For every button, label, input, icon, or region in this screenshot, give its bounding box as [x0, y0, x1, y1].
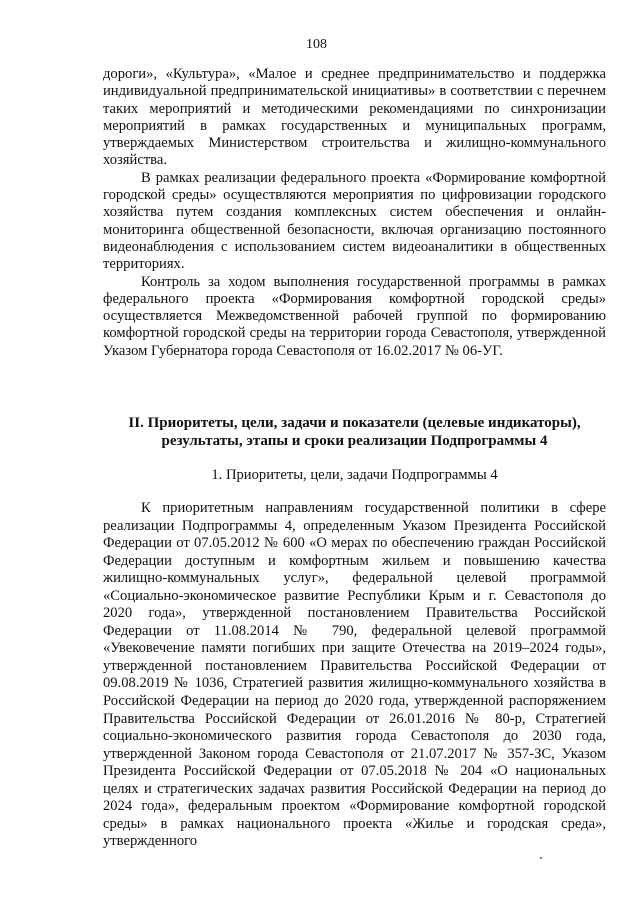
section-heading: II. Приоритеты, цели, задачи и показатели (целевые индикаторы), результаты, этапы и сроки реализации Подпрограммы 4: [128, 415, 581, 449]
top-text-block: [103, 66, 606, 360]
paragraph-3: Контроль за ходом выполнения государственной программы в рамках федерального проекта «Формирования комфортной городской среды» осуществляется Межведомственной рабочей группой по формированию комфортной городской среды на территории города Севастополя, утвержденной Указом Губернатора города Севастополя от 16.02.2017 № 06-УГ.: [103, 273, 606, 359]
subsection-heading: 1. Приоритеты, цели, задачи Подпрограммы 4: [211, 467, 498, 483]
page-number: 108: [306, 37, 327, 52]
scan-speck: [540, 857, 542, 859]
paragraph-2: В рамках реализации федерального проекта «Формирование комфортной городской среды» осуществляются мероприятия по цифровизации городского хозяйства путем создания комплексных систем обеспечения и онлайн-мониторинга общественной безопасности, включая организацию постоянного видеонаблюдения с использованием систем видеоаналитики в общественных территориях.: [103, 169, 606, 273]
paragraph-4: К приоритетным направлениям государственной политики в сфере реализации Подпрограммы 4, определенным Указом Президента Российской Федерации от 07.05.2012 № 600 «О мерах по обеспечению граждан Российской Федерации доступным и комфортным жильем и повышению качества жилищно-коммунальных услуг», федеральной целевой программой «Социально-экономическое развитие Республики Крым и г. Севастополя до 2020 года», утвержденной постановлением Правительства Российской Федерации от 11.08.2014 № 790, федеральной целевой программой «Увековечение памяти погибших при защите Отечества на 2019–2024 годы», утвержденной постановлением Правительства Российской Федерации от 09.08.2019 № 1036, Стратегией развития жилищно-коммунального хозяйства в Российской Федерации на период до 2020 года, утвержденной распоряжением Правительства Российской Федерации от 26.01.2016 № 80-р, Стратегией социально-экономического развития города Севастополя до 2030 года, утвержденной Законом города Севастополя от 21.07.2017 № 357-ЗС, Указом Президента Российской Федерации от 07.05.2018 № 204 «О национальных целях и стратегических задачах развития Российской Федерации на период до 2024 года», федеральным проектом «Формирование комфортной городской среды» в рамках национального проекта «Жилье и городская среда», утвержденного: [103, 500, 606, 850]
paragraph-1: дороги», «Культура», «Малое и среднее предпринимательство и поддержка индивидуальной предпринимательской инициативы» в соответствии с перечнем таких мероприятий и методическими рекомендациями по синхронизации мероприятий в рамках государственных и муниципальных программ, утверждаемых Министерством строительства и жилищно-коммунального хозяйства.: [103, 66, 606, 169]
bottom-text-block: [103, 500, 606, 851]
